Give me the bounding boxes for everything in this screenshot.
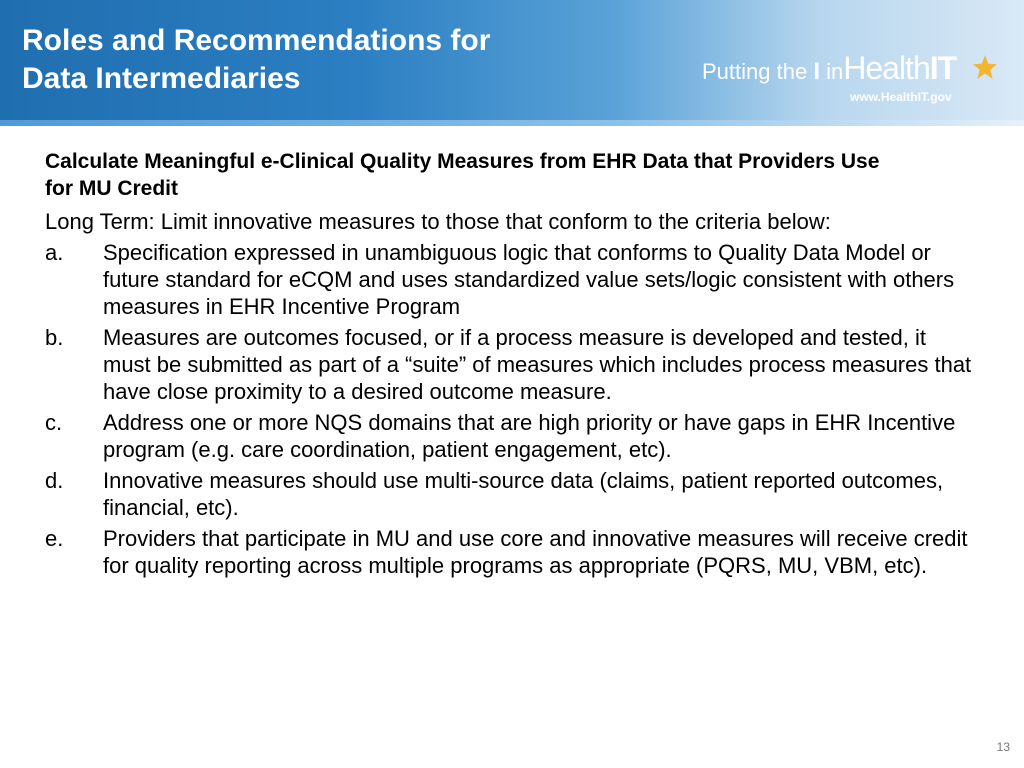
star-icon <box>972 54 998 80</box>
list-item <box>45 239 975 320</box>
logo-word-it: IT <box>929 50 957 86</box>
slide-body <box>45 148 975 583</box>
intro-text: Long Term: Limit innovative measures to those that conform to the criteria below: <box>45 209 831 234</box>
logo-word-i: I <box>813 58 820 85</box>
list-item <box>45 467 975 521</box>
criteria-list <box>45 239 975 579</box>
list-item <box>45 324 975 405</box>
healthit-logo <box>702 50 1002 110</box>
list-marker: c. <box>45 410 63 435</box>
slide-title <box>22 22 662 98</box>
list-marker: d. <box>45 468 64 493</box>
list-item-text: Providers that participate in MU and use core and innovative measures will receive credit for quality reporting across multiple programs as appropriate (PQRS, MU, VBM, etc). <box>103 526 968 578</box>
page-number: 13 <box>996 740 1010 754</box>
logo-word-health: Health <box>843 50 930 86</box>
list-marker: e. <box>45 526 64 551</box>
list-marker: b. <box>45 325 64 350</box>
logo-word-in: in <box>826 59 844 84</box>
list-item <box>45 525 975 579</box>
list-item-text: Innovative measures should use multi-source data (claims, patient reported outcomes, financial, etc). <box>103 468 944 520</box>
list-item-text: Measures are outcomes focused, or if a process measure is developed and tested, it must be submitted as part of a “suite” of measures which includes process measures that have close proximity to a desired outcome measure. <box>103 325 972 404</box>
slide-header <box>0 0 1024 126</box>
list-item-text: Specification expressed in unambiguous logic that conforms to Quality Data Model or future standard for eCQM and uses standardized value sets/logic consistent with others measures in EHR Incentive Program <box>103 240 955 319</box>
list-item-text: Address one or more NQS domains that are high priority or have gaps in EHR Incentive program (e.g. care coordination, patient engagement, etc). <box>103 410 956 462</box>
list-item <box>45 409 975 463</box>
logo-url: www.HealthIT.gov <box>850 90 952 104</box>
logo-word-putting-the: Putting the <box>702 59 808 84</box>
slide-title-line-1: Roles and Recommendations for <box>22 24 491 57</box>
list-marker: a. <box>45 240 64 265</box>
slide-title-line-2: Data Intermediaries <box>22 62 301 95</box>
logo-wordmark <box>702 50 956 90</box>
section-subheading: Calculate Meaningful e-Clinical Quality Measures from EHR Data that Providers Use for MU Credit <box>45 150 880 200</box>
